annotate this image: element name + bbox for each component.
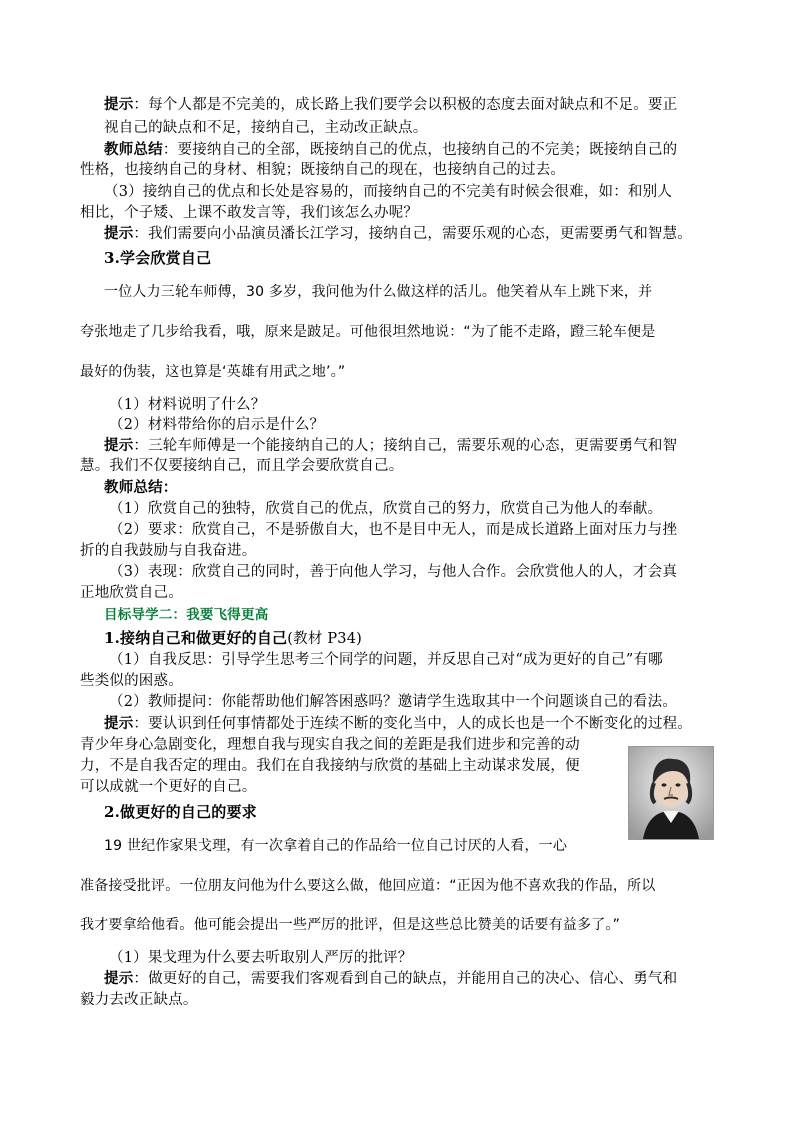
section-heading: 3.学会欣赏自己 (104, 249, 212, 267)
text-line: 慧。我们不仅要接纳自己，而且学会要欣赏自己。 (80, 458, 404, 474)
text-line: （1）自我反思：引导学生思考三个同学的问题，并反思自己对“成为更好的自己”有哪 (109, 652, 663, 668)
text-line: 性格，也接纳自己的身材、相貌；既接纳自己的现在，也接纳自己的过去。 (80, 162, 566, 178)
hint-line: 提示：三轮车师傅是一个能接纳自己的人；接纳自己，需要乐观的心态，更需要勇气和智 (104, 437, 678, 454)
story-line: 我才要拿给他看。他可能会提出一些严厉的批评，但是这些总比赞美的话要有益多了。” (80, 917, 621, 933)
text-line: 些类似的困惑。 (80, 673, 183, 689)
question-line: （2）材料带给你的启示是什么？ (109, 417, 325, 433)
hint-line: 提示：要认识到任何事情都处于连续不断的变化当中，人的成长也是一个不断变化的过程。 (104, 715, 693, 732)
objective-heading: 目标导学二：我要飞得更高 (104, 607, 269, 623)
story-line: 一位人力三轮车师傅，30 多岁，我问他为什么做这样的活儿。他笑着从车上跳下来，并 (104, 284, 653, 300)
text-line: 可以成就一个更好的自己。 (80, 779, 257, 795)
text-line: 相比，个子矮、上课不敢发言等，我们该怎么办呢？ (80, 205, 419, 221)
story-line: 19 世纪作家果戈理，有一次拿着自己的作品给一位自己讨厌的人看，一心 (104, 838, 568, 854)
teacher-summary-line: 教师总结：要接纳自己的全部，既接纳自己的优点，也接纳自己的不完美；既接纳自己的 (104, 141, 678, 158)
text-line: 毅力去改正缺点。 (80, 992, 198, 1008)
story-line: 最好的伪装，这也算是‘英雄有用武之地’。” (80, 364, 346, 380)
text-line: （3）表现：欣赏自己的同时，善于向他人学习，与他人合作。会欣赏他人的人，才会真 (109, 564, 678, 580)
teacher-summary-label: 教师总结： (104, 479, 178, 496)
story-line: 夸张地走了几步给我看，哦，原来是跛足。可他很坦然地说：“为了能不走路，蹬三轮车便是 (80, 324, 656, 340)
text-line: （1）欣赏自己的独特，欣赏自己的优点，欣赏自己的努力，欣赏自己为他人的奉献。 (109, 501, 663, 517)
section-heading: 2.做更好的自己的要求 (104, 803, 257, 821)
hint-line: 提示：每个人都是不完美的，成长路上我们要学会以积极的态度去面对缺点和不足。要正 (104, 96, 678, 113)
portrait-illustration (629, 747, 713, 839)
gogol-portrait-image (628, 746, 714, 840)
hint-line: 提示：我们需要向小品演员潘长江学习，接纳自己，需要乐观的心态，更需要勇气和智慧。 (104, 225, 693, 242)
text-line: 正地欣赏自己。 (80, 585, 183, 601)
question-line: （1）材料说明了什么？ (109, 397, 266, 413)
text-line: 力，不是自我否定的理由。我们在自我接纳与欣赏的基础上主动谋求发展，便 (80, 758, 580, 774)
question-line: （1）果戈理为什么要去听取别人严厉的批评？ (109, 950, 413, 966)
section-heading: 1.接纳自己和做更好的自己(教材 P34) (104, 629, 362, 647)
question-line: （3）接纳自己的优点和长处是容易的，而接纳自己的不完美有时候会很难，如：和别人 (104, 184, 673, 200)
text-line: 折的自我鼓励与自我奋进。 (80, 543, 257, 559)
text-line: 青少年身心急剧变化，理想自我与现实自我之间的差距是我们进步和完善的动 (80, 737, 580, 753)
story-line: 准备接受批评。一位朋友问他为什么要这么做，他回应道：“正因为他不喜欢我的作品，所以 (80, 878, 656, 894)
text-line: 视自己的缺点和不足，接纳自己，主动改正缺点。 (104, 120, 428, 136)
text-line: （2）教师提问：你能帮助他们解答困惑吗？邀请学生选取其中一个问题谈自己的看法。 (109, 694, 678, 710)
text-line: （2）要求：欣赏自己，不是骄傲自大，也不是目中无人，而是成长道路上面对压力与挫 (109, 522, 678, 538)
hint-line: 提示：做更好的自己，需要我们客观看到自己的缺点，并能用自己的决心、信心、勇气和 (104, 970, 678, 987)
